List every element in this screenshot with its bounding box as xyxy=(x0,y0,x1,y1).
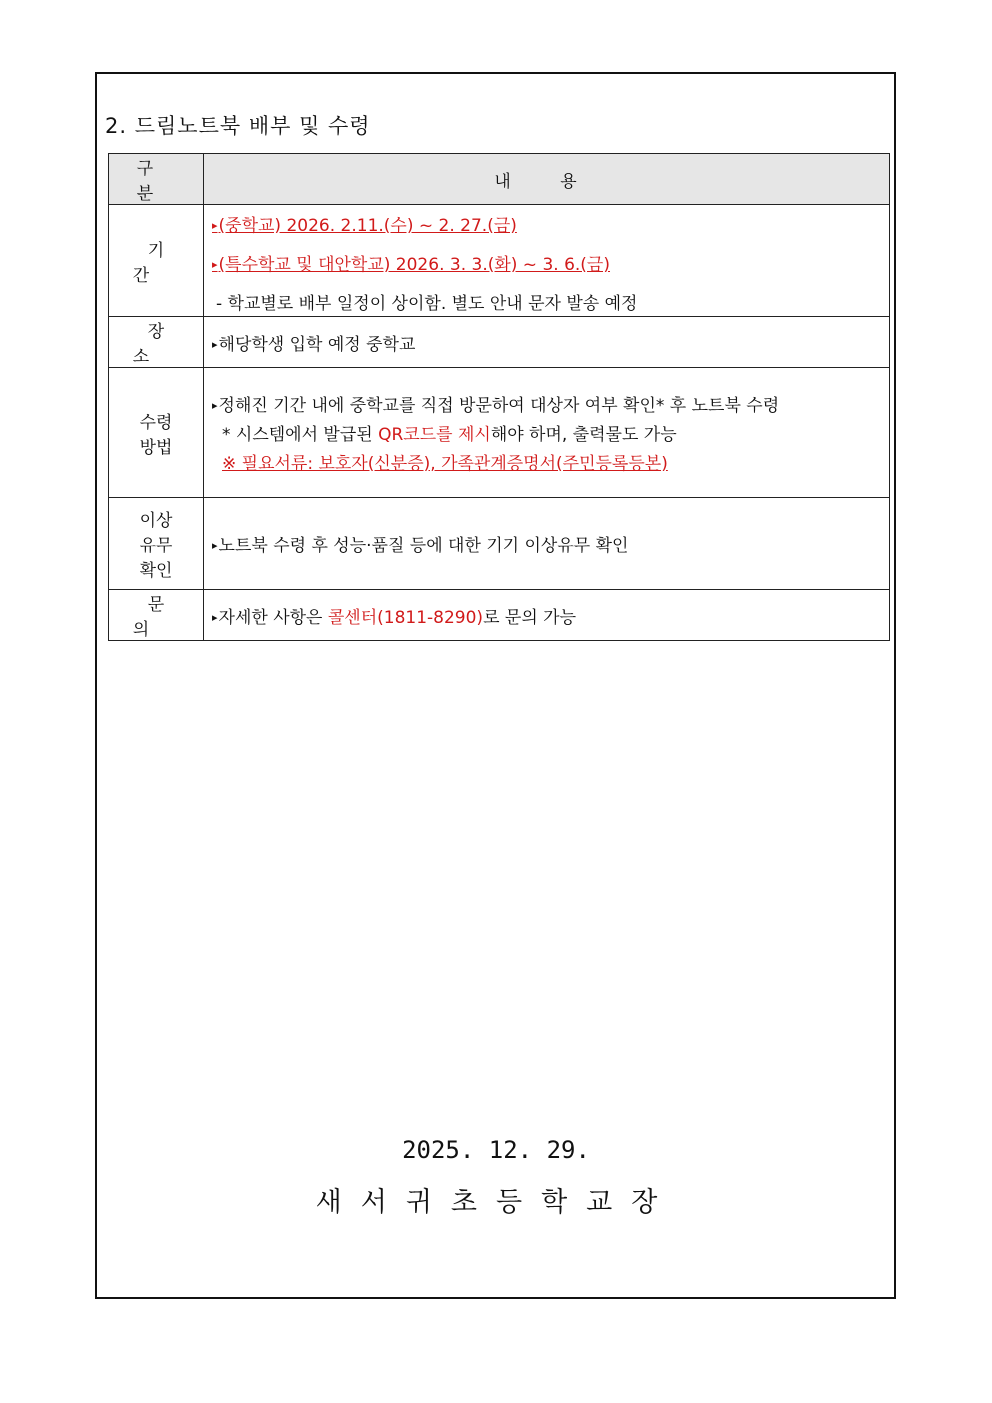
row-content-check xyxy=(204,498,890,590)
row-label-check: 이상 유무 확인 xyxy=(109,498,204,590)
row-label-method: 수령 방법 xyxy=(109,368,204,498)
distribution-table xyxy=(108,153,890,641)
period-note: - 학교별로 배부 일정이 상이함. 별도 안내 문자 발송 예정 xyxy=(216,294,638,314)
method-qr-note: * 시스템에서 발급된 QR코드를 제시해야 하며, 출력물도 가능 xyxy=(222,425,677,445)
bullet-icon: ▸ xyxy=(212,610,218,624)
bullet-icon: ▸ xyxy=(212,399,218,412)
bullet-icon: ▸ xyxy=(212,337,218,351)
table-row-inquiry xyxy=(109,590,890,641)
row-label-place: 장 소 xyxy=(109,317,204,368)
table-row-method xyxy=(109,368,890,498)
place-text: 해당학생 입학 예정 중학교 xyxy=(218,334,416,355)
method-main: ▸정해진 기간 내에 중학교를 직접 방문하여 대상자 여부 확인* 후 노트북 수령 xyxy=(212,396,780,416)
check-text: 노트북 수령 후 성능·품질 등에 대한 기기 이상유무 확인 xyxy=(218,536,629,556)
row-content-method xyxy=(204,368,890,498)
row-label-inquiry: 문 의 xyxy=(109,590,204,641)
document-date: 2025. 12. 29. xyxy=(402,1136,590,1164)
period-middle-school: ▸(중학교) 2026. 2.11.(수) ~ 2. 27.(금) xyxy=(212,216,517,236)
header-category: 구 분 xyxy=(109,154,204,205)
table-header-row xyxy=(109,154,890,205)
table-row-period xyxy=(109,205,890,317)
row-content-period xyxy=(204,205,890,317)
row-content-inquiry: ▸자세한 사항은 콜센터(1811-8290)로 문의 가능 xyxy=(204,590,890,641)
bullet-icon: ▸ xyxy=(212,219,218,232)
period-special-school: ▸(특수학교 및 대안학교) 2026. 3. 3.(화) ~ 3. 6.(금) xyxy=(212,255,610,275)
school-principal: 새서귀초등학교장 xyxy=(315,1187,677,1218)
call-center: 콜센터(1811-8290) xyxy=(327,607,484,628)
table-row-check xyxy=(109,498,890,590)
row-content-place xyxy=(204,317,890,368)
table-row-place xyxy=(109,317,890,368)
section-title: 2. 드림노트북 배부 및 수령 xyxy=(105,114,371,138)
row-label-period: 기 간 xyxy=(109,205,204,317)
header-content: 내 용 xyxy=(204,154,890,205)
method-documents: ※ 필요서류: 보호자(신분증), 가족관계증명서(주민등록등본) xyxy=(222,454,668,474)
bullet-icon: ▸ xyxy=(212,539,218,552)
bullet-icon: ▸ xyxy=(212,258,218,271)
